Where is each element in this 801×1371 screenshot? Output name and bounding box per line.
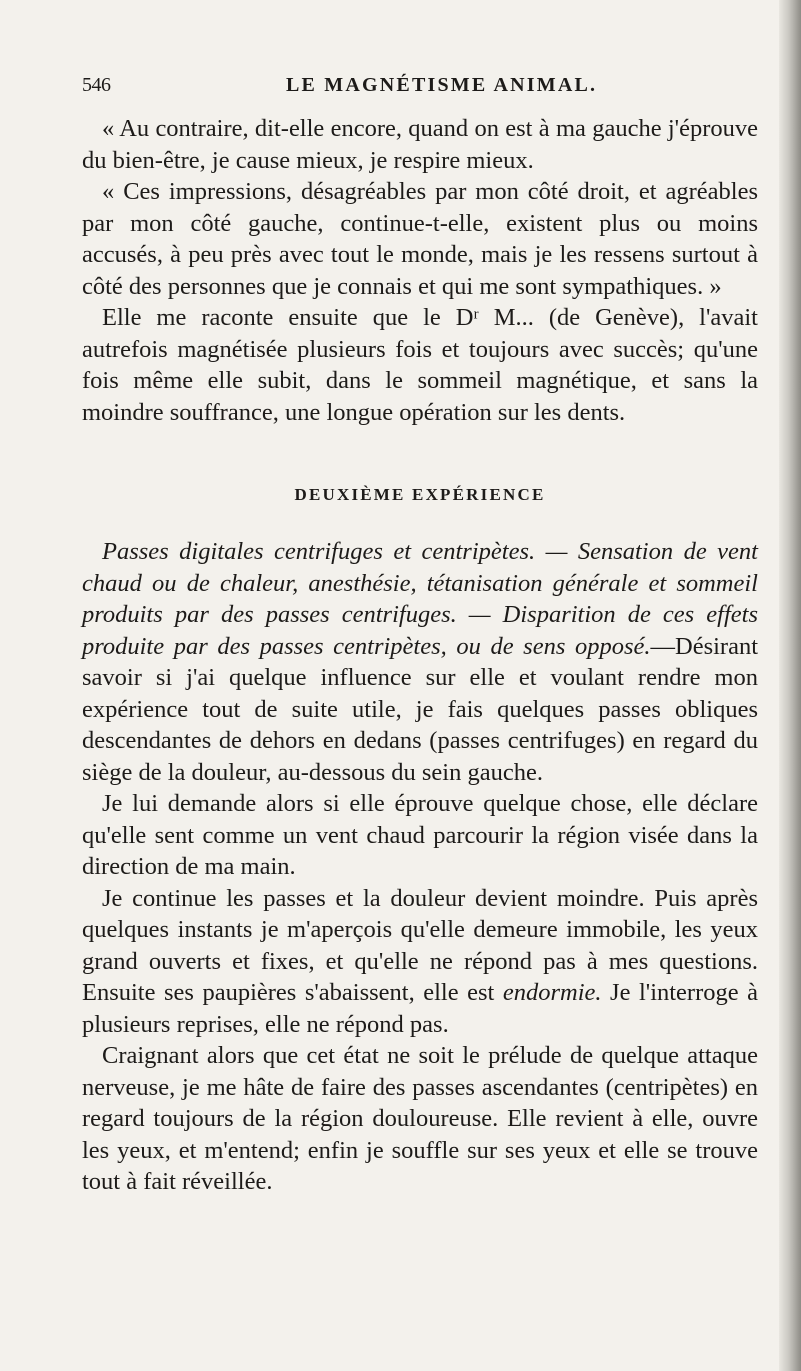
page-header [82, 70, 742, 110]
paragraph: Craignant alors que cet état ne soit le prélude de quelque attaque nerveuse, je me hâte de faire des passes ascendantes (centripètes) en regard toujours de la région douloureuse. Elle revient à elle, ouvre les yeux, et m'entend; enfin je souffle sur ses yeux et elle se trouve tout à fait réveillée. [82, 1042, 758, 1195]
body-text-top [82, 113, 758, 428]
section-heading: DEUXIÈME EXPÉRIENCE [294, 485, 546, 504]
paragraph [82, 883, 758, 1041]
section-summary: Passes digitales centrifuges et centripètes. — Sensation de vent chaud ou de chaleur, anesthésie, tétanisation générale et sommeil produits par des passes centrifuges. — Disparition de ces effets produite par des passes centripètes, ou de sens opposé. [82, 538, 758, 660]
paragraph-text: Je continue les passes et la douleur devient moindre. Puis après quelques instants je m'aperçois qu'elle demeure immobile, les yeux grand ouverts et fixes, et qu'elle ne répond pas à mes questions. Ensuite ses paupières s'abaissent, elle est [82, 884, 758, 1006]
page-edge [779, 0, 801, 1371]
running-title: LE MAGNÉTISME ANIMAL. [286, 74, 598, 96]
paragraph: Je lui demande alors si elle éprouve quelque chose, elle déclare qu'elle sent comme un vent chaud parcourir la région visée dans la direction de ma main. [82, 790, 758, 880]
paragraph-text-cont: Je l'interroge à plusieurs reprises, elle ne répond pas. [82, 979, 759, 1038]
body-text-section [82, 536, 758, 1198]
paragraph: « Ces impressions, désagréables par mon côté droit, et agréables par mon côté gauche, continue-t-elle, existent plus ou moins accusés, à peu près avec tout le monde, mais je les ressens surtout à côté des personnes que je connais et qui me sont sympathiques. » [82, 178, 758, 300]
page-number: 546 [82, 74, 111, 96]
section-first-text: —Désirant savoir si j'ai quelque influence sur elle et voulant rendre mon expérience tout de suite utile, je fais quelques passes obliques descendantes de dehors en dedans (passes centrifuges) en regard du siège de la douleur, au-dessous du sein gauche. [82, 632, 758, 786]
paragraph: Elle me raconte ensuite que le Dʳ M... (de Genève), l'avait autrefois magnétisée plusieurs fois et toujours avec succès; qu'une fois même elle subit, dans le sommeil magnétique, et sans la moindre souffrance, une longue opération sur les dents. [82, 304, 758, 426]
italic-word: endormie. [502, 979, 602, 1006]
paragraph: « Au contraire, dit-elle encore, quand on est à ma gauche j'éprouve du bien-être, je cause mieux, je respire mieux. [82, 115, 758, 174]
section-summary-paragraph [82, 536, 758, 788]
